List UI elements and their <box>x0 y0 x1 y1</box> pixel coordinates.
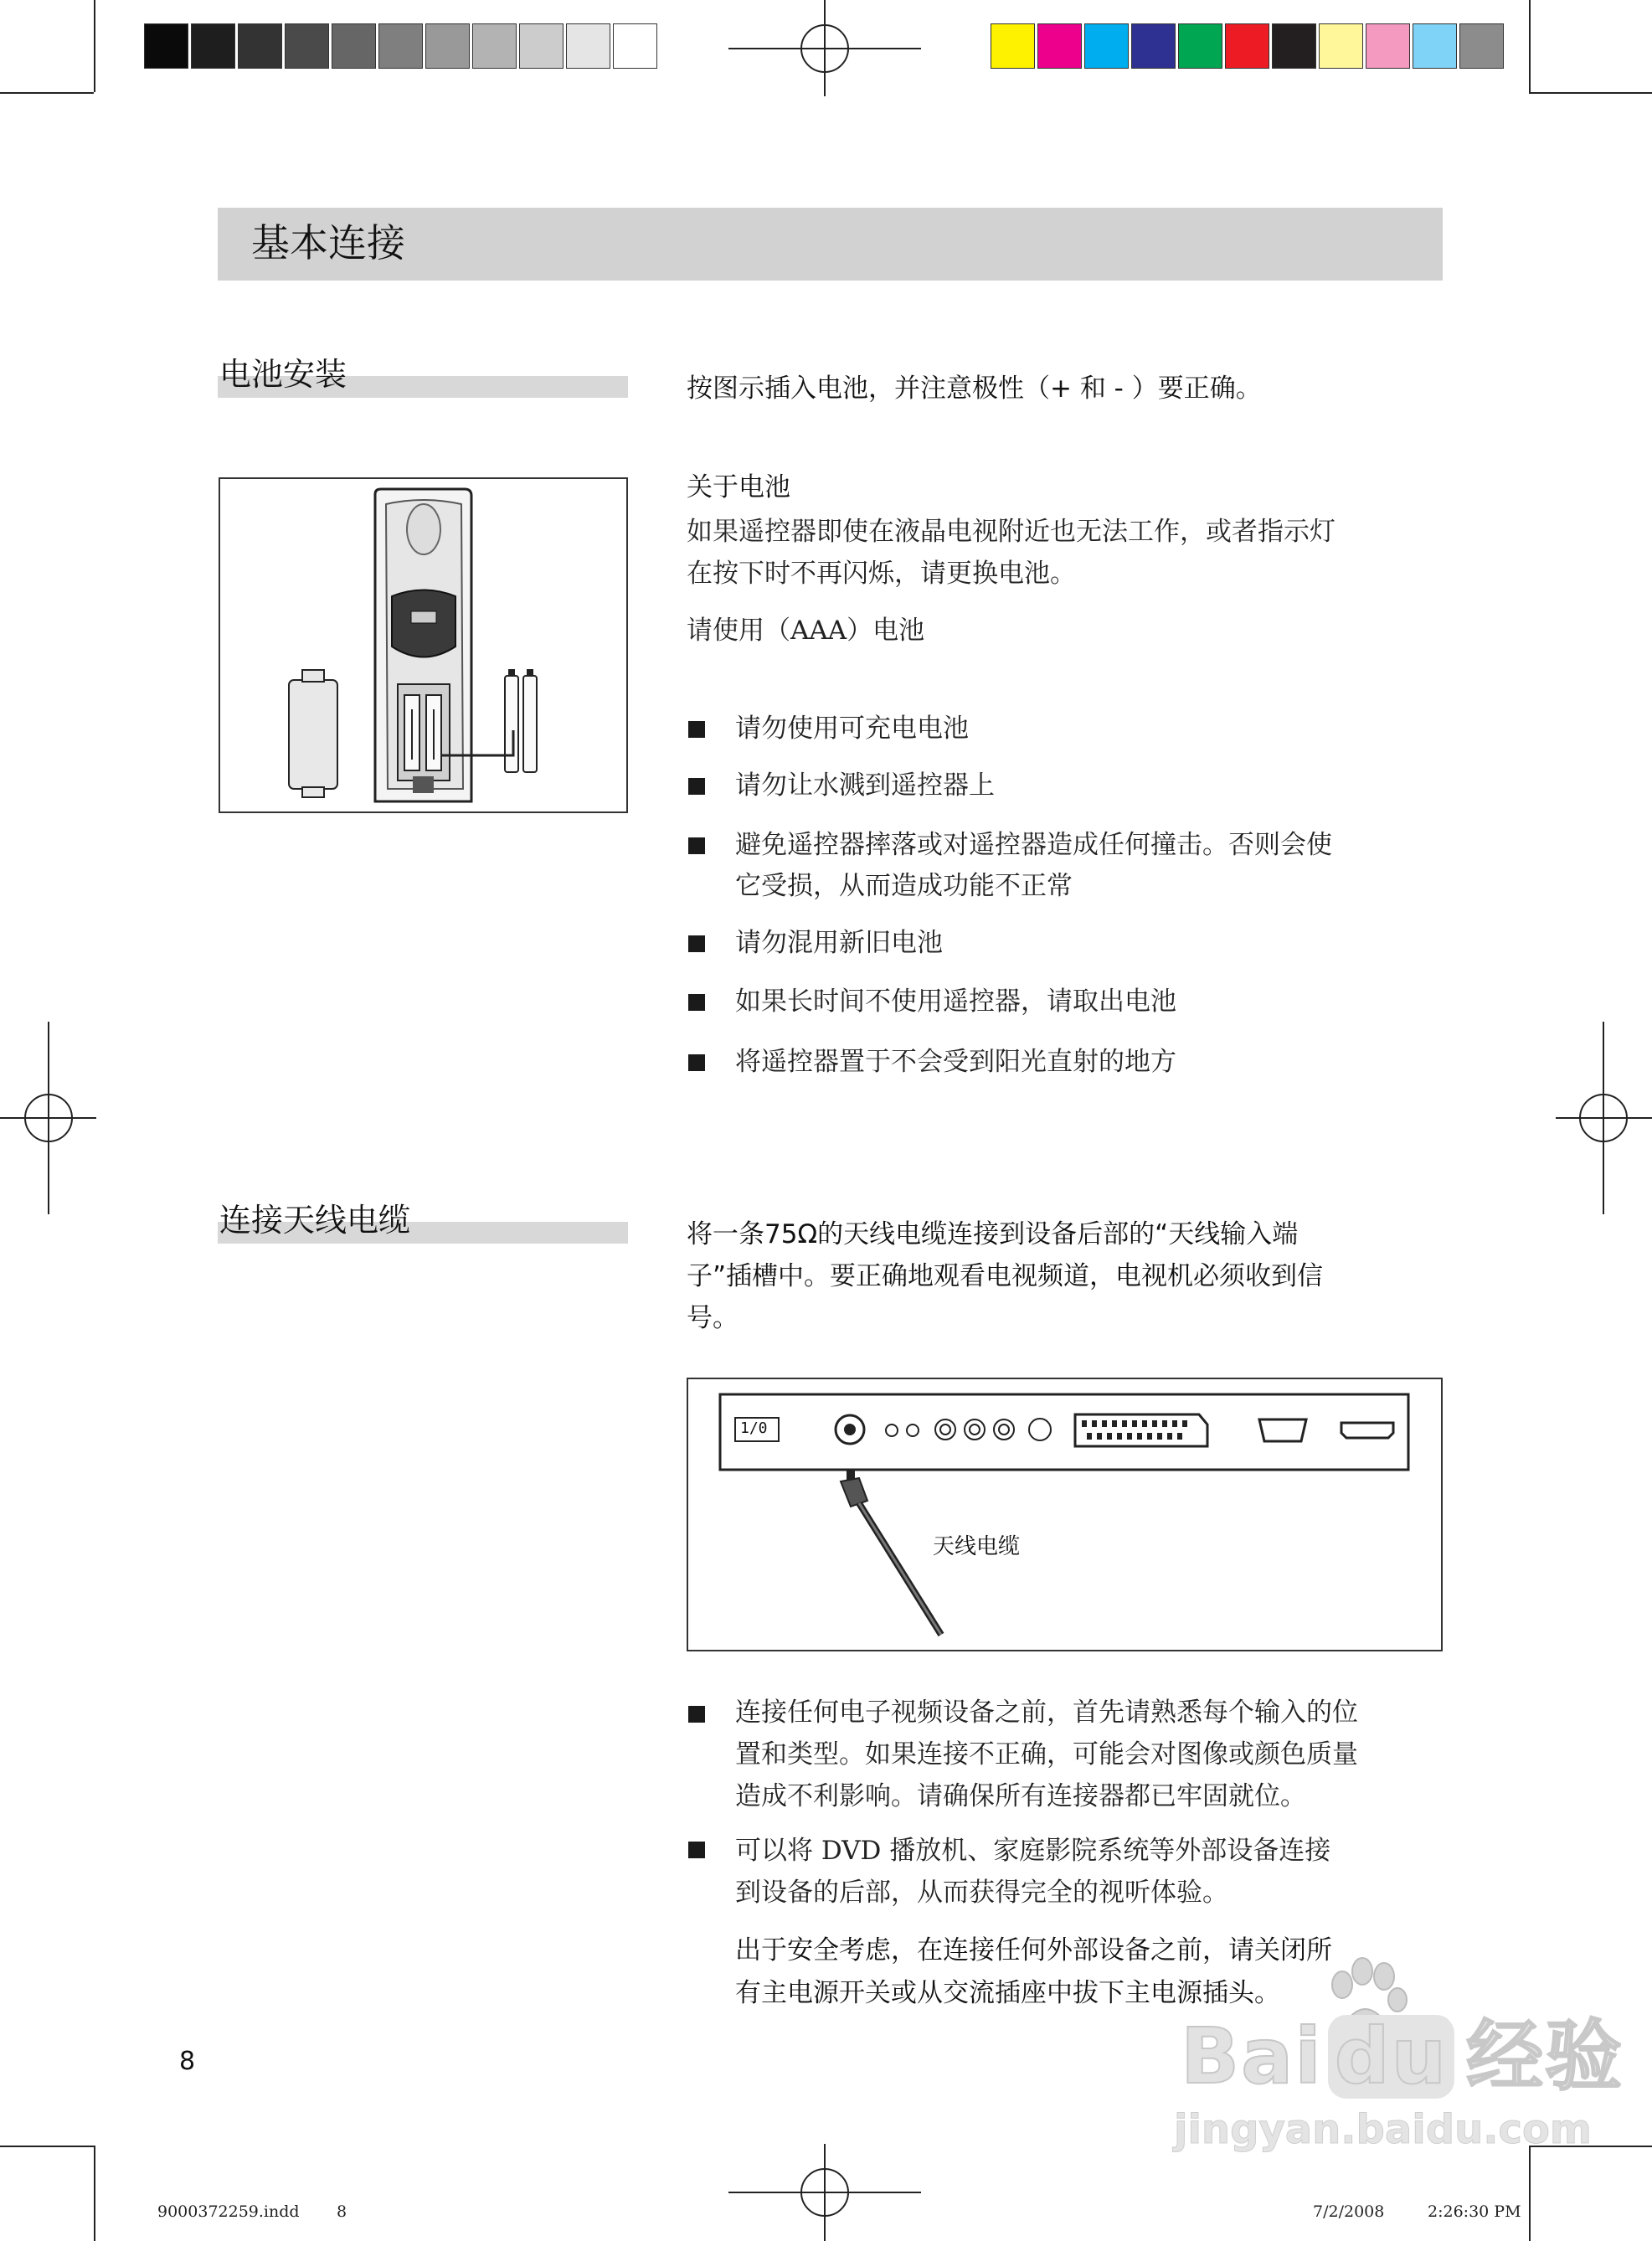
page-title: 基本连接 <box>251 220 405 265</box>
battery-type-note: 请使用（AAA）电池 <box>687 616 925 646</box>
gray-swatch <box>566 23 610 69</box>
list-item: 请勿让水溅到遥控器上 <box>735 770 995 801</box>
gray-swatch <box>191 23 235 69</box>
gray-swatch <box>472 23 517 69</box>
registration-mark-top <box>728 0 921 96</box>
list-item-continuation: 置和类型。如果连接不正确，可能会对图像或颜色质量 <box>735 1739 1358 1770</box>
gray-swatch <box>285 23 329 69</box>
port-label: 1/0 <box>740 1419 768 1437</box>
bullet-marker <box>688 778 705 795</box>
watermark-brand-bai: Bai <box>1181 2012 1323 2101</box>
watermark-brand <box>1181 2012 1624 2101</box>
bullet-marker <box>688 994 705 1011</box>
battery-intro: 按图示插入电池，并注意极性（+ 和 - ）要正确。 <box>687 374 1262 404</box>
list-item-continuation: 它受损，从而造成功能不正常 <box>735 871 1073 901</box>
remote-control-illustration <box>220 479 626 811</box>
color-swatch <box>991 23 1035 69</box>
bullet-marker <box>688 837 705 854</box>
gray-swatch <box>613 23 657 69</box>
list-item-continuation: 造成不利影响。请确保所有连接器都已牢固就位。 <box>735 1781 1306 1811</box>
footer-time: 2:26:30 PM <box>1428 2202 1521 2221</box>
about-battery-title: 关于电池 <box>687 472 790 502</box>
section-heading-battery: 电池安装 <box>219 356 347 393</box>
about-battery-text-line-1: 如果遥控器即使在液晶电视附近也无法工作，或者指示灯 <box>687 517 1335 547</box>
cable-label: 天线电缆 <box>933 1534 1021 1559</box>
bullet-marker <box>688 721 705 738</box>
watermark-brand-du: du <box>1328 2015 1454 2099</box>
antenna-intro-line-1: 将一条75Ω的天线电缆连接到设备后部的“天线输入端 <box>687 1219 1299 1249</box>
list-item: 如果长时间不使用遥控器，请取出电池 <box>735 987 1176 1017</box>
color-swatch <box>1037 23 1082 69</box>
list-item: 请勿使用可充电电池 <box>735 714 969 744</box>
color-swatch <box>1225 23 1269 69</box>
list-item: 避免遥控器摔落或对遥控器造成任何撞击。否则会使 <box>735 830 1332 860</box>
section-heading-antenna: 连接天线电缆 <box>219 1202 411 1239</box>
safety-note-line-2: 有主电源开关或从交流插座中拔下主电源插头。 <box>735 1978 1280 2008</box>
color-swatch <box>1319 23 1363 69</box>
registration-mark-left <box>0 1022 96 1214</box>
color-swatch <box>1131 23 1176 69</box>
antenna-connection-figure <box>687 1378 1443 1651</box>
footer-date: 7/2/2008 <box>1313 2202 1385 2221</box>
bullet-marker <box>688 935 705 952</box>
registration-mark-right <box>1556 1022 1652 1214</box>
footer-file-page: 8 <box>337 2202 347 2221</box>
footer-file-name: 9000372259.indd <box>157 2202 300 2221</box>
bullet-marker <box>688 1054 705 1071</box>
color-swatch <box>1084 23 1129 69</box>
gray-swatch <box>519 23 564 69</box>
bullet-marker <box>688 1706 705 1723</box>
list-item-continuation: 到设备的后部，从而获得完全的视听体验。 <box>735 1878 1228 1908</box>
antenna-intro-line-3: 号。 <box>687 1303 739 1333</box>
color-swatch <box>1413 23 1457 69</box>
gray-swatch <box>332 23 376 69</box>
remote-battery-figure <box>219 477 628 813</box>
tv-rear-panel-illustration <box>688 1379 1441 1650</box>
list-item: 连接任何电子视频设备之前，首先请熟悉每个输入的位 <box>735 1697 1358 1728</box>
watermark-url: jingyan.baidu.com <box>1174 2106 1592 2153</box>
color-swatch <box>1178 23 1222 69</box>
gray-swatch <box>378 23 423 69</box>
antenna-intro-line-2: 子”插槽中。要正确地观看电视频道，电视机必须收到信 <box>687 1261 1324 1291</box>
registration-mark-bottom <box>728 2144 921 2241</box>
page-number: 8 <box>179 2047 196 2076</box>
gray-swatch <box>144 23 188 69</box>
watermark-brand-cn: 经验 <box>1466 2012 1624 2101</box>
gray-swatch <box>238 23 282 69</box>
bullet-marker <box>688 1842 705 1858</box>
list-item: 将遥控器置于不会受到阳光直射的地方 <box>735 1047 1176 1077</box>
color-swatch <box>1459 23 1504 69</box>
gray-swatch <box>425 23 470 69</box>
color-swatch <box>1366 23 1410 69</box>
safety-note-line-1: 出于安全考虑，在连接任何外部设备之前，请关闭所 <box>735 1935 1332 1965</box>
list-item: 可以将 DVD 播放机、家庭影院系统等外部设备连接 <box>735 1836 1331 1866</box>
color-swatch <box>1272 23 1316 69</box>
about-battery-text-line-2: 在按下时不再闪烁，请更换电池。 <box>687 559 1076 589</box>
list-item: 请勿混用新旧电池 <box>735 928 943 958</box>
